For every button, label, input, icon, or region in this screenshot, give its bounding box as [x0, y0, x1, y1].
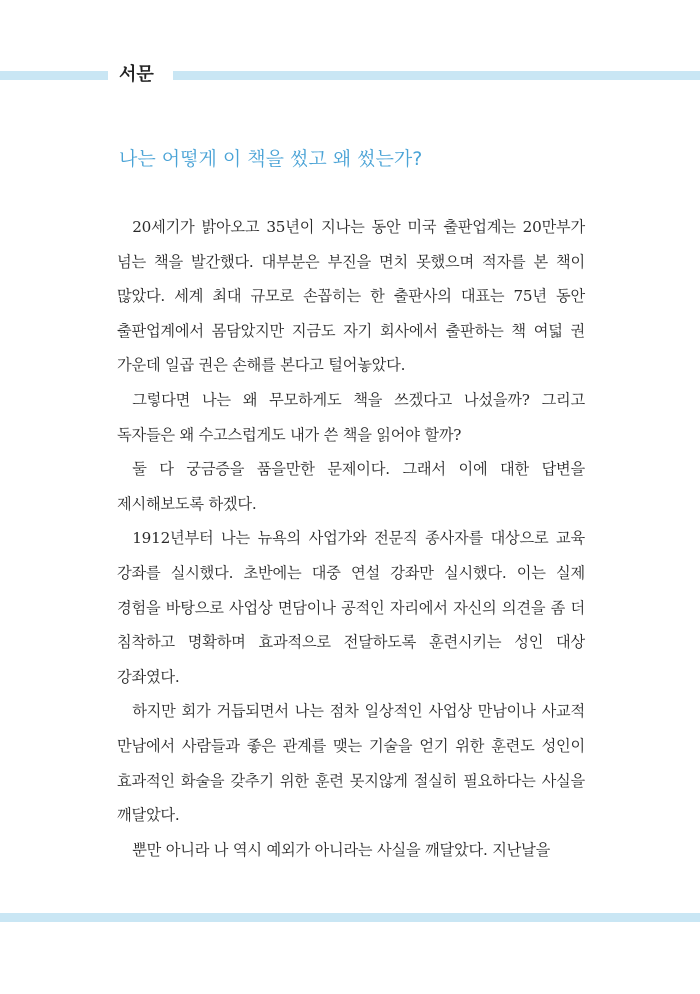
header-rule-right	[173, 71, 700, 80]
footer-rule	[0, 913, 700, 922]
chapter-title: 나는 어떻게 이 책을 썼고 왜 썼는가?	[119, 148, 423, 170]
section-label: 서문	[119, 64, 154, 85]
header-rule-left	[0, 71, 108, 80]
paragraph: 그렇다면 나는 왜 무모하게도 책을 쓰겠다고 나섰을까? 그리고 독자들은 왜 수고스럽게도 내가 쓴 책을 읽어야 할까?	[117, 390, 585, 444]
paragraph: 하지만 회가 거듭되면서 나는 점차 일상적인 사업상 만남이나 사교적 만남에서 사람들과 좋은 관계를 맺는 기술을 얻기 위한 훈련도 성인이 효과적인 화술을 갖추기 위한 훈련 못지않게 절실히 필요하다는 사실을 깨달았다.	[117, 702, 585, 825]
body-text	[117, 210, 585, 867]
paragraph: 뿐만 아니라 나 역시 예외가 아니라는 사실을 깨달았다. 지난날을	[132, 840, 551, 859]
paragraph: 둘 다 궁금증을 품을만한 문제이다. 그래서 이에 대한 답변을 제시해보도록 하겠다.	[117, 460, 585, 513]
paragraph: 1912년부터 나는 뉴욕의 사업가와 전문직 종사자를 대상으로 교육 강좌를 실시했다. 초반에는 대중 연설 강좌만 실시했다. 이는 실제 경험을 바탕으로 사업상 면담이나 공적인 자리에서 자신의 의견을 좀 더 침착하고 명확하며 효과적으로 전달하도록 훈련시키는 성인 대상 강좌였다.	[117, 529, 585, 686]
paragraph: 20세기가 밝아오고 35년이 지나는 동안 미국 출판업계는 20만부가 넘는 책을 발간했다. 대부분은 부진을 면치 못했으며 적자를 본 책이 많았다. 세계 최대 규모로 손꼽히는 한 출판사의 대표는 75년 동안 출판업계에서 몸담았지만 지금도 자기 회사에서 출판하는 책 여덟 권 가운데 일곱 권은 손해를 본다고 털어놓았다.	[117, 218, 585, 375]
